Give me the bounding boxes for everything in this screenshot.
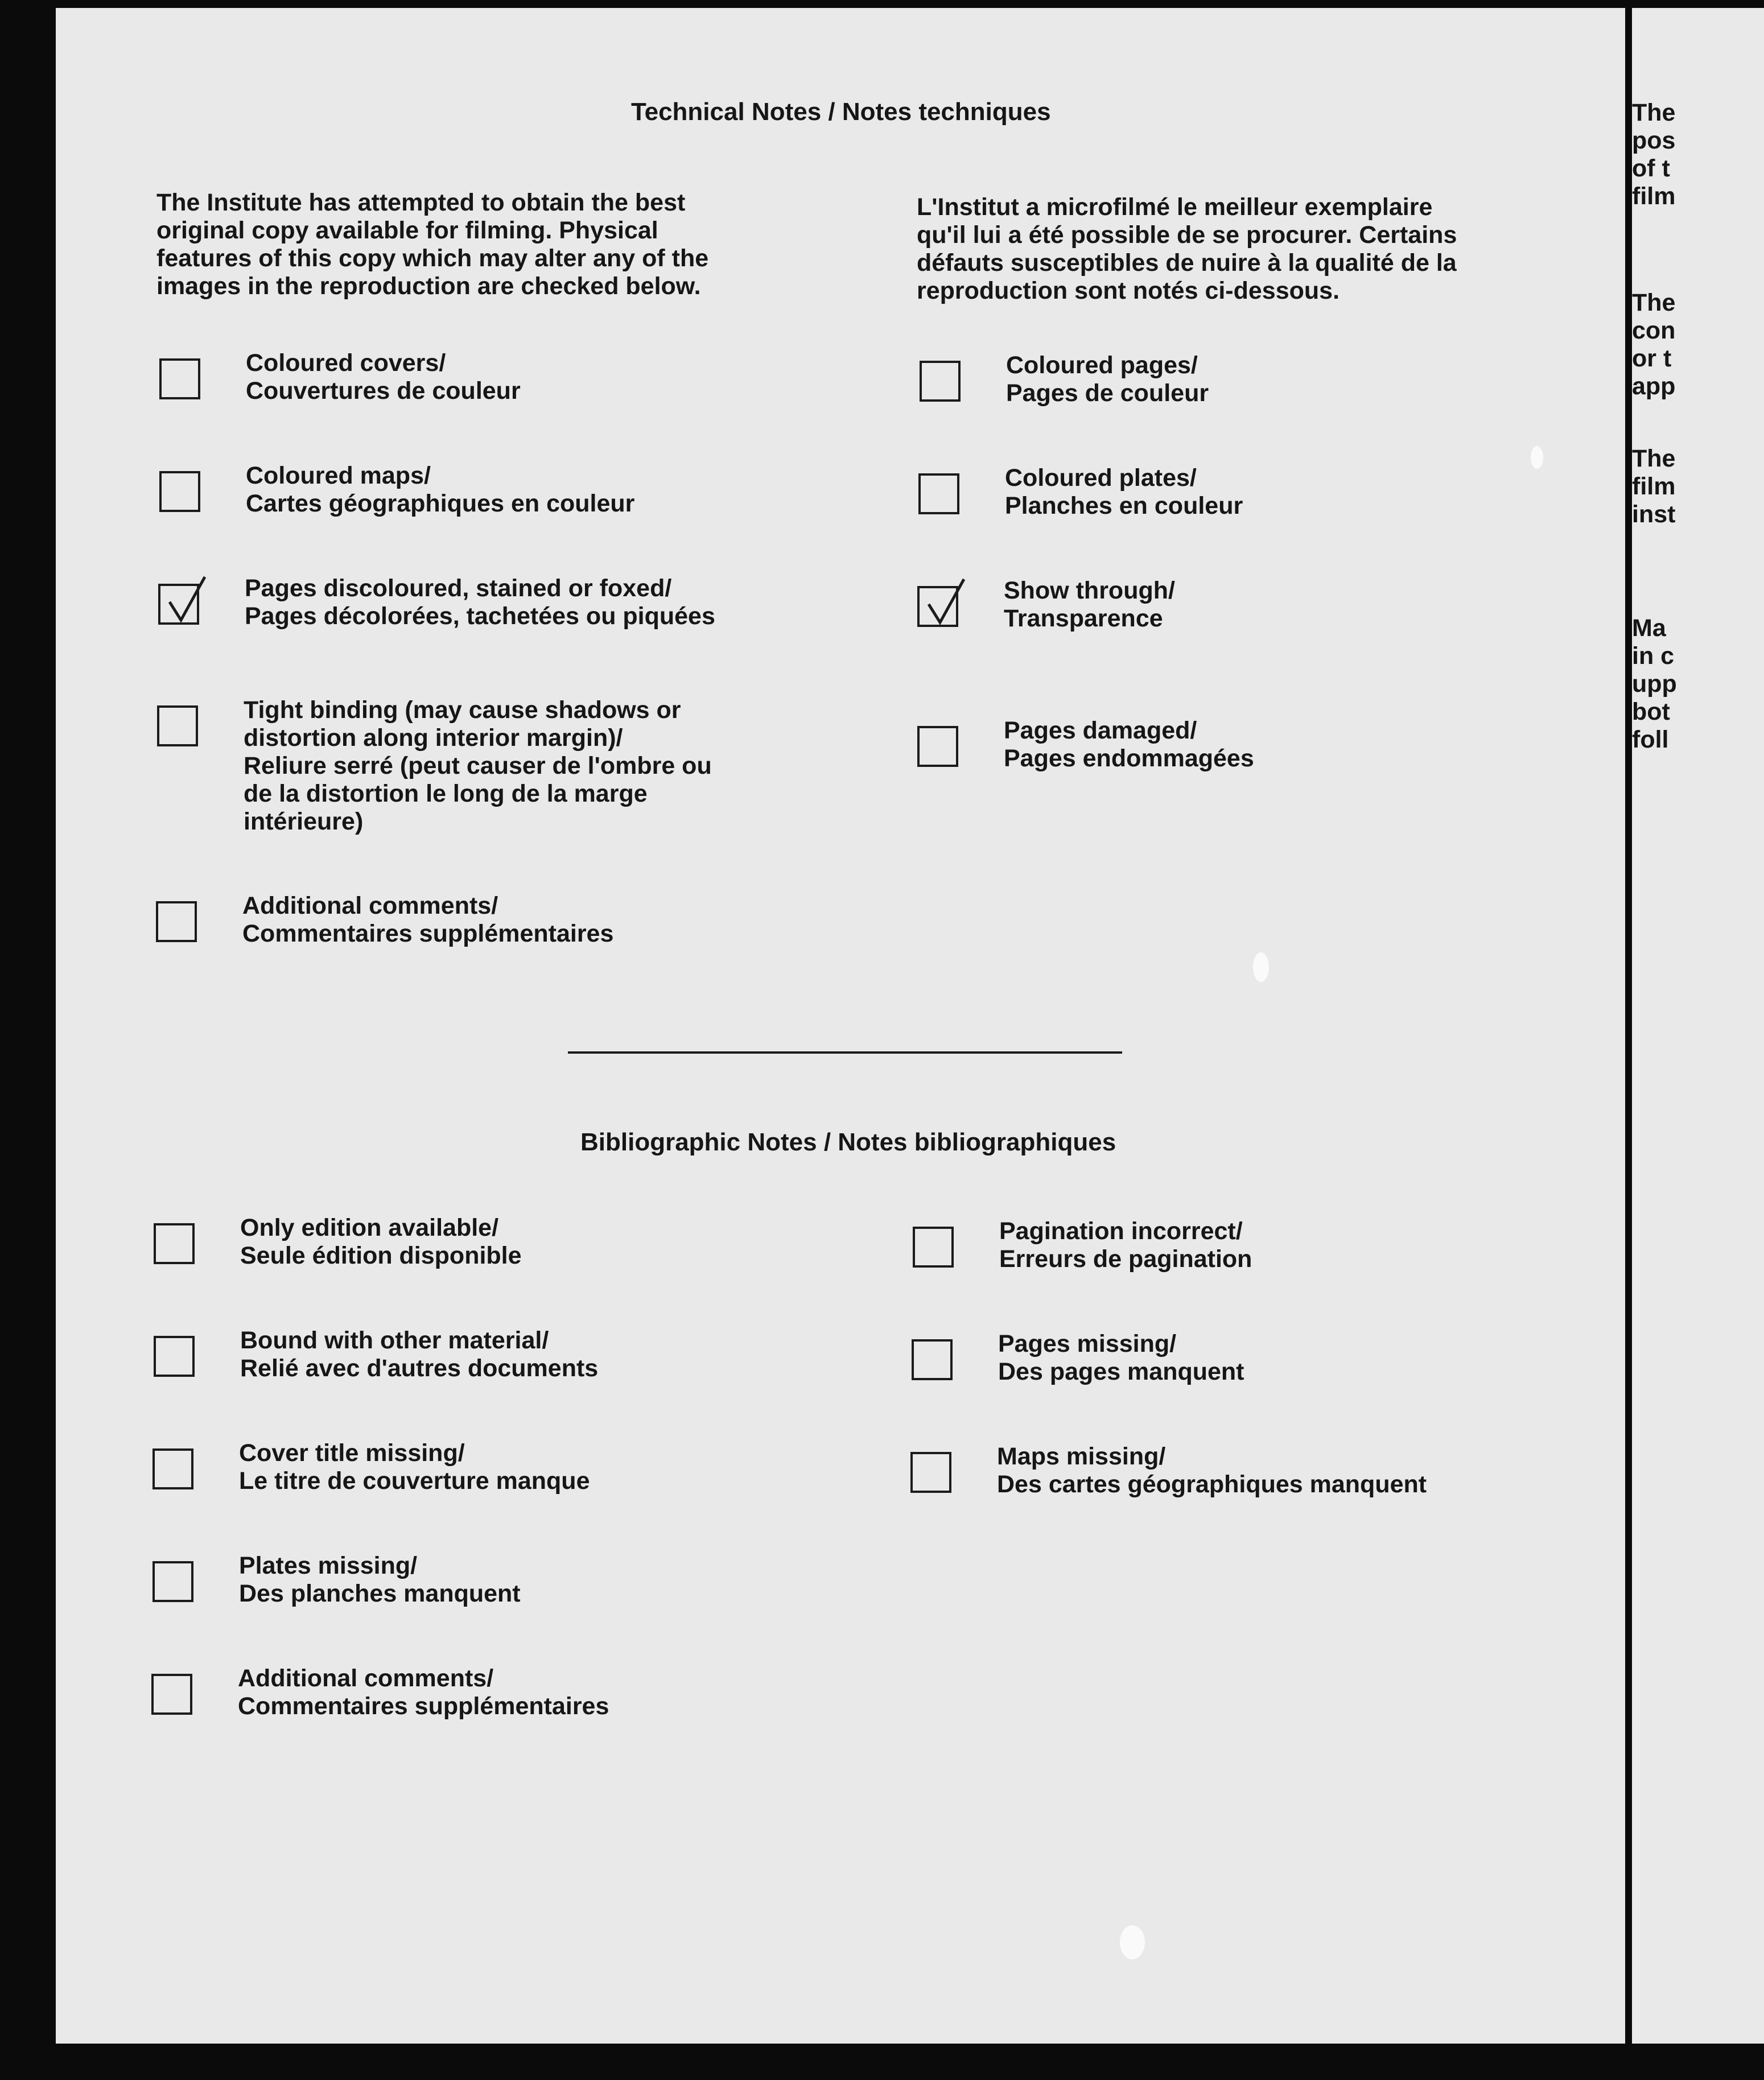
checkbox[interactable] bbox=[159, 358, 200, 399]
item-label: Maps missing/ Des cartes géographiques manquent bbox=[997, 1443, 1427, 1498]
checkbox[interactable] bbox=[910, 1452, 951, 1493]
checkmark-icon bbox=[916, 563, 973, 632]
checkbox[interactable] bbox=[157, 705, 198, 746]
intro-french: L'Institut a microfilmé le meilleur exemplaire qu'il lui a été possible de se procurer. Certains défauts susceptibles de nuire à la qualité de la reproduction sont notés ci-dessous. bbox=[917, 193, 1457, 304]
dust-speck bbox=[1120, 1925, 1145, 1959]
technical-notes-title: Technical Notes / Notes techniques bbox=[631, 98, 1051, 126]
item-label: Pagination incorrect/ Erreurs de pagination bbox=[999, 1218, 1252, 1273]
technical-notes-form bbox=[56, 8, 1625, 2044]
next-page-edge bbox=[1632, 8, 1764, 2044]
checkbox[interactable] bbox=[151, 1674, 192, 1715]
next-page-fragment: The con or t app bbox=[1632, 289, 1676, 400]
item-label: Pages damaged/ Pages endommagées bbox=[1004, 717, 1254, 772]
next-page-fragment: Ma in c upp bot foll bbox=[1632, 614, 1677, 753]
checkbox[interactable] bbox=[920, 361, 961, 402]
bibliographic-notes-title: Bibliographic Notes / Notes bibliographiques bbox=[580, 1128, 1116, 1156]
checkbox[interactable] bbox=[918, 473, 959, 514]
item-label: Additional comments/ Commentaires supplémentaires bbox=[242, 892, 614, 947]
item-label: Pages discoloured, stained or foxed/ Pages décolorées, tachetées ou piquées bbox=[245, 575, 715, 630]
checkbox[interactable] bbox=[156, 901, 197, 942]
section-divider bbox=[568, 1051, 1122, 1054]
checkbox[interactable] bbox=[159, 471, 200, 512]
item-label: Additional comments/ Commentaires supplémentaires bbox=[238, 1665, 609, 1720]
checkbox[interactable] bbox=[153, 1561, 193, 1602]
checkmark-icon bbox=[157, 561, 214, 629]
checkbox[interactable] bbox=[913, 1227, 954, 1268]
dust-speck bbox=[1253, 952, 1269, 982]
item-label: Coloured plates/ Planches en couleur bbox=[1005, 464, 1243, 519]
checkbox[interactable] bbox=[154, 1223, 195, 1264]
item-label: Pages missing/ Des pages manquent bbox=[998, 1330, 1244, 1385]
item-label: Cover title missing/ Le titre de couverture manque bbox=[239, 1439, 590, 1495]
item-label: Bound with other material/ Relié avec d'autres documents bbox=[240, 1327, 599, 1382]
checkbox[interactable] bbox=[912, 1339, 953, 1380]
item-label: Tight binding (may cause shadows or distortion along interior margin)/ Reliure serré (peut causer de l'ombre ou de la distortion le long de la marge intérieure) bbox=[244, 696, 712, 835]
checkbox[interactable] bbox=[917, 726, 958, 767]
item-label: Coloured pages/ Pages de couleur bbox=[1006, 352, 1209, 407]
item-label: Coloured maps/ Cartes géographiques en couleur bbox=[246, 462, 635, 517]
item-label: Show through/ Transparence bbox=[1004, 577, 1175, 632]
checkbox[interactable] bbox=[154, 1336, 195, 1377]
intro-english: The Institute has attempted to obtain the best original copy available for filming. Physical features of this copy which may alter any of the images in the reproduction are checked below. bbox=[156, 189, 709, 300]
item-label: Only edition available/ Seule édition disponible bbox=[240, 1214, 522, 1269]
checkbox[interactable] bbox=[153, 1448, 193, 1489]
item-label: Coloured covers/ Couvertures de couleur bbox=[246, 349, 521, 405]
dust-speck bbox=[1531, 446, 1543, 469]
item-label: Plates missing/ Des planches manquent bbox=[239, 1552, 521, 1607]
next-page-fragment: The film inst bbox=[1632, 445, 1676, 528]
next-page-fragment: The pos of t film bbox=[1632, 99, 1676, 210]
